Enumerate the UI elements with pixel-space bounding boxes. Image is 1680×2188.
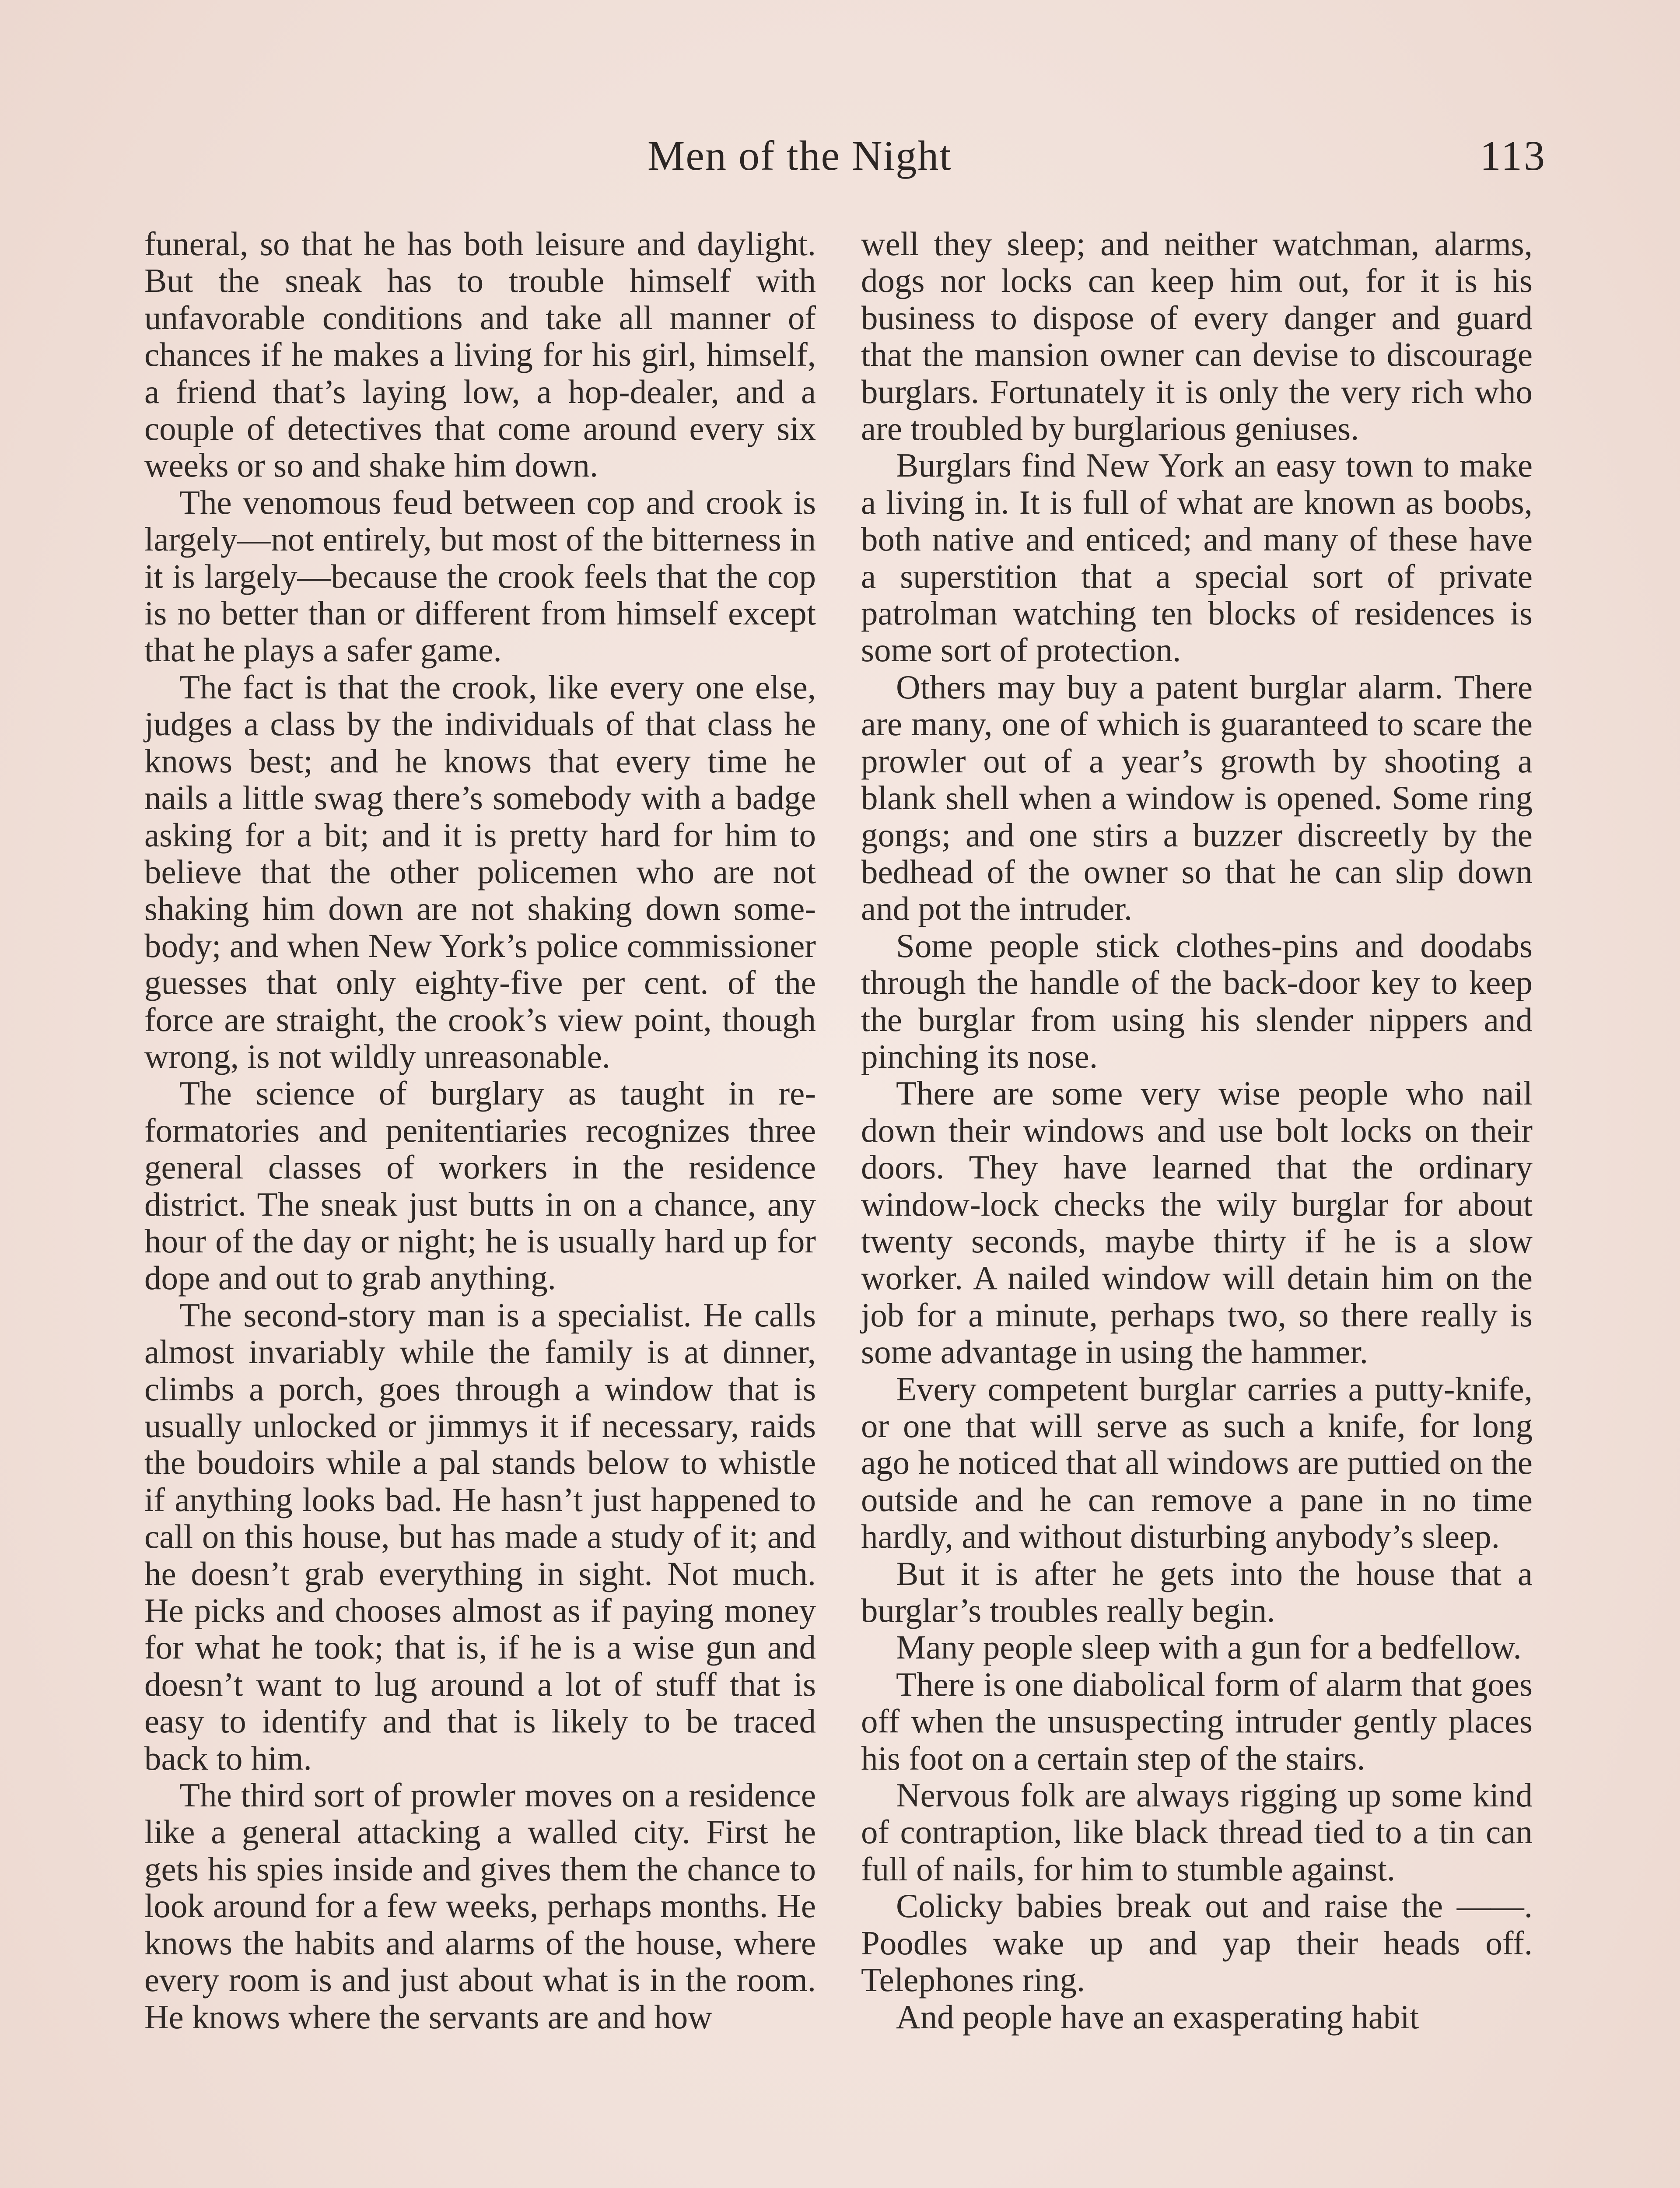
paragraph: The fact is that the crook, like every one else, judges a class by the individuals of that class he knows best; and he knows that every time he nails a little swag there’s somebody with a badge asking for a bit; and it is pretty hard for him to believe that the other policemen who are not shaking him down are not shaking down somebody; and when New York’s police commissioner guesses that only eighty-five per cent. of the force are straight, the crook’s view point, though wrong, is not wildly unreasonable. [144, 668, 816, 1075]
paragraph: Burglars find New York an easy town to make a living in. It is full of what are known as boobs, both native and enticed; and many of these have a superstition that a special sort of private patrolman watching ten blocks of residences is some sort of protection. [861, 446, 1533, 669]
paragraph: well they sleep; and neither watchman, alarms, dogs nor locks can keep him out, for it is his business to dispose of every danger and guard that the mansion owner can devise to discourage burglars. Fortunately it is only the very rich who are troubled by burglarious geniuses. [861, 225, 1533, 448]
left-column [144, 225, 816, 2188]
paragraph: There are some very wise people who nail down their windows and use bolt locks on their doors. They have learned that the ordinary window-lock checks the wily burglar for about twenty seconds, maybe thirty if he is a slow worker. A nailed window will detain him on the job for a minute, perhaps two, so there really is some advantage in using the hammer. [861, 1074, 1533, 1371]
paragraph: Every competent burglar carries a putty-knife, or one that will serve as such a knife, for long ago he noticed that all windows are puttied on the outside and he can remove a pane in no time hardly, and without disturbing anybody’s sleep. [861, 1370, 1533, 1556]
paragraph: But it is after he gets into the house that a burglar’s troubles really begin. [861, 1554, 1533, 1630]
paragraph: Some people stick clothes-pins and doodabs through the handle of the back-door key to keep the burglar from using his slender nippers and pinching its nose. [861, 926, 1533, 1075]
paragraph: And people have an exasperating habit [896, 1998, 1419, 2036]
paragraph: Colicky babies break out and raise the ——. Poodles wake up and yap their heads off. Telephones ring. [861, 1887, 1533, 1999]
paragraph: Nervous folk are always rigging up some kind of contraption, like black thread tied to a tin can full of nails, for him to stumble against. [861, 1776, 1533, 1888]
right-column [861, 225, 1533, 2188]
paragraph: Many people sleep with a gun for a bedfellow. [896, 1628, 1522, 1666]
paragraph: funeral, so that he has both leisure and daylight. But the sneak has to trouble himself with unfavorable conditions and take all manner of chances if he makes a living for his girl, himself, a friend that’s laying low, a hop-dealer, and a couple of detectives that come around every six weeks or so and shake him down. [144, 225, 816, 484]
page-number: 113 [1480, 132, 1547, 179]
paragraph: Others may buy a patent burglar alarm. There are many, one of which is guaranteed to scare the prowler out of a year’s growth by shooting a blank shell when a window is opened. Some ring gongs; and one stirs a buzzer discreetly by the bedhead of the owner so that he can slip down and pot the intruder. [861, 668, 1533, 928]
paragraph: The science of burglary as taught in reformatories and penitentiaries recognizes three general classes of workers in the residence district. The sneak just butts in on a chance, any hour of the day or night; he is usually hard up for dope and out to grab anything. [144, 1074, 816, 1297]
paragraph: The third sort of prowler moves on a residence like a general attacking a walled city. First he gets his spies inside and gives them the chance to look around for a few weeks, perhaps months. He knows the habits and alarms of the house, where every room is and just about what is in the room. He knows where the servants are and how [144, 1776, 816, 2036]
paragraph: There is one diabolical form of alarm that goes off when the unsuspecting intruder gently places his foot on a certain step of the stairs. [861, 1665, 1533, 1777]
running-head [0, 131, 1680, 193]
paragraph: The second-story man is a specialist. He calls almost invariably while the family is at dinner, climbs a porch, goes through a window that is usually unlocked or jimmys it if necessary, raids the boudoirs while a pal stands below to whistle if anything looks bad. He hasn’t just happened to call on this house, but has made a study of it; and he doesn’t grab everything in sight. Not much. He picks and chooses almost as if paying money for what he took; that is, if he is a wise gun and doesn’t want to lug around a lot of stuff that is easy to identify and that is likely to be traced back to him. [144, 1296, 816, 1777]
paragraph: The venomous feud between cop and crook is largely—not entirely, but most of the bitterness in it is largely—because the crook feels that the cop is no better than or different from himself except that he plays a safer game. [144, 483, 816, 669]
running-head-title: Men of the Night [648, 132, 952, 179]
